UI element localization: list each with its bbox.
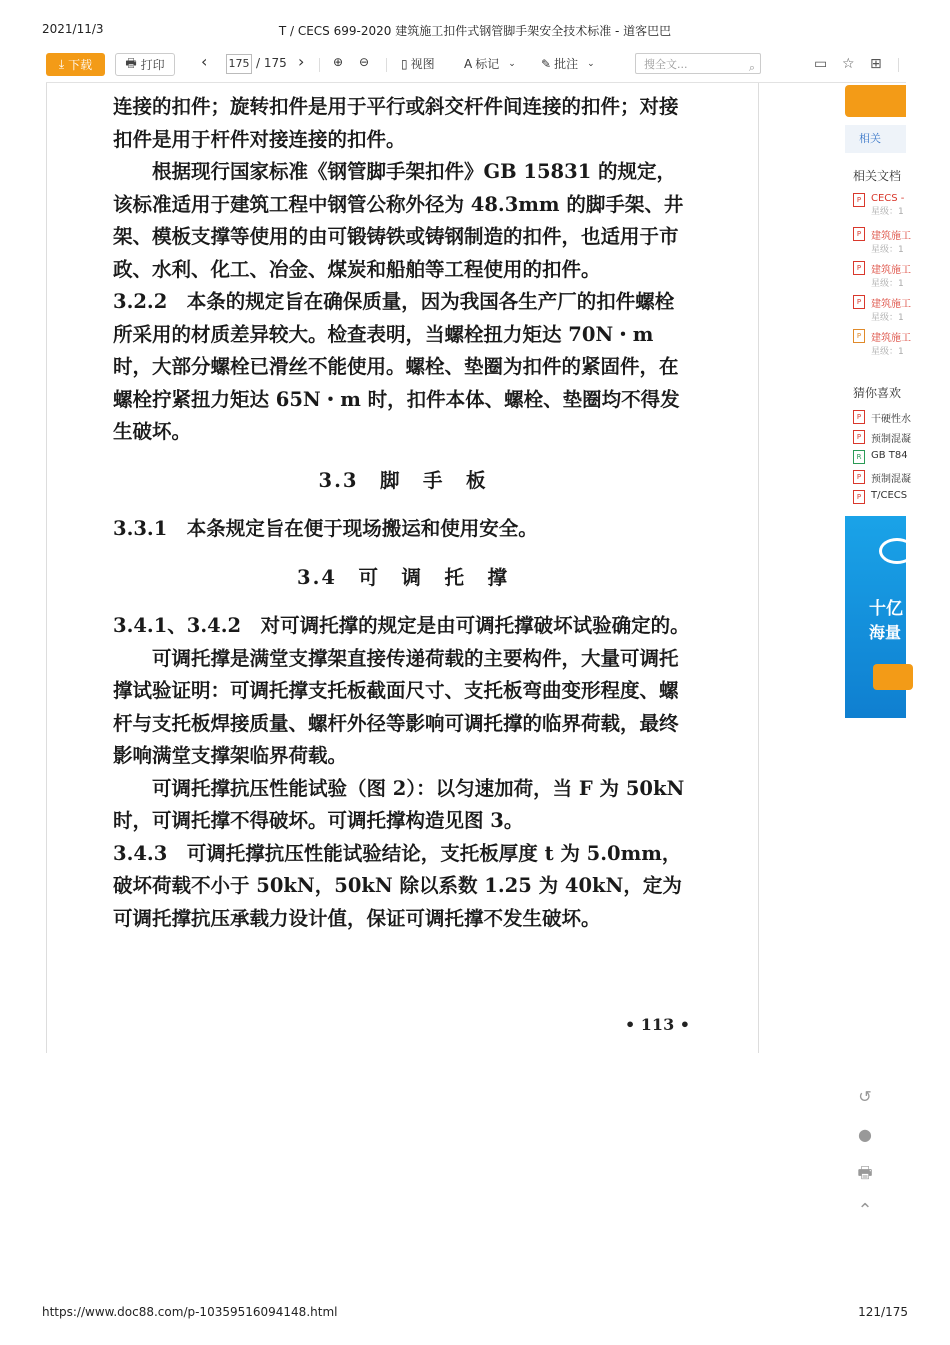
ppt-icon: P <box>853 329 865 343</box>
doc-paragraph: 3.3.1 本条规定旨在便于现场搬运和使用安全。 <box>113 517 538 540</box>
doc-title[interactable]: GB T84 <box>871 450 908 461</box>
upload-button[interactable] <box>845 85 906 117</box>
toolbar-divider <box>319 58 320 72</box>
doc-title[interactable]: 建筑施工 <box>871 333 911 344</box>
doc-paragraph: 3.4.3 可调托撑抗压性能试验结论，支托板厚度 t 为 5.0mm，破坏荷载不小于 50kN，50kN 除以系数 1.25 为 40kN，定为可调托撑抗压承载力设计值，保证可调托撑不发生破坏。 <box>113 841 682 930</box>
search-icon[interactable]: ⌕ <box>748 61 755 74</box>
page-total: / 175 <box>256 56 287 70</box>
doc-stars: 星级：1 <box>871 279 904 289</box>
pen-icon: ✎ <box>541 56 552 71</box>
printer-icon[interactable]: 🖶 <box>857 1163 873 1182</box>
doc-title[interactable]: 干硬性水 <box>871 414 911 425</box>
list-item[interactable] <box>853 227 911 261</box>
doc-title[interactable]: 建筑施工 <box>871 299 911 310</box>
related-sidebar <box>845 83 911 723</box>
doc-stars: 星级：1 <box>871 245 904 255</box>
related-heading: 相关文档 <box>853 169 902 183</box>
mark-icon: A <box>464 56 473 71</box>
prev-page-icon[interactable]: ‹ <box>201 52 208 71</box>
print-date: 2021/11/3 <box>42 22 104 36</box>
pdf-icon: P <box>853 470 865 484</box>
list-item[interactable] <box>853 193 911 227</box>
print-label: 打印 <box>140 58 165 72</box>
list-item[interactable] <box>853 295 911 329</box>
search-input[interactable] <box>635 53 761 74</box>
search-placeholder: 搜全文... <box>644 58 688 71</box>
zoom-out-icon[interactable]: ⊖ <box>359 55 370 69</box>
toolbar-divider <box>386 58 387 72</box>
doc-paragraph: 3.4.1、3.4.2 对可调托撑的规定是由可调托撑破坏试验确定的。 <box>113 614 690 637</box>
doc-title[interactable]: 预制混凝 <box>871 434 911 445</box>
ad-logo-icon <box>879 538 915 564</box>
viewer-toolbar <box>46 46 906 83</box>
list-item[interactable] <box>853 450 911 470</box>
wechat-icon[interactable]: ● <box>858 1125 872 1144</box>
doc-paragraph: 可调托撑抗压性能试验（图 2）：以匀速加荷，当 F 为 50kN 时，可调托撑不得破坏。可调托撑构造见图 3。 <box>113 776 685 832</box>
download-label: 下载 <box>68 58 93 72</box>
list-item[interactable] <box>853 261 911 295</box>
download-icon: ⤓ <box>58 57 65 71</box>
list-item[interactable] <box>853 329 911 363</box>
chevron-down-icon: ⌄ <box>587 58 595 69</box>
doc-stars: 星级：1 <box>871 347 904 357</box>
ad-text: 十亿 <box>869 599 903 619</box>
pdf-icon: P <box>853 261 865 275</box>
pdf-icon: P <box>853 295 865 309</box>
star-icon[interactable]: ☆ <box>842 56 855 72</box>
printer-icon: 🖶 <box>125 56 137 70</box>
document-body <box>113 91 693 935</box>
pdf-icon: P <box>853 193 865 207</box>
view-icon: ▯ <box>401 56 408 71</box>
save-icon[interactable]: ▭ <box>814 56 828 72</box>
download-button[interactable] <box>46 53 105 76</box>
doc-title[interactable]: 建筑施工 <box>871 265 911 276</box>
history-icon[interactable]: ↺ <box>858 1087 872 1106</box>
doc-title[interactable]: 建筑施工 <box>871 231 911 242</box>
document-viewport[interactable] <box>46 83 759 1053</box>
add-file-icon[interactable]: ⊞ <box>870 56 882 72</box>
pdf-icon: P <box>853 490 865 504</box>
doc-stars: 星级：1 <box>871 313 904 323</box>
doc-paragraph: 3.2.2 本条的规定旨在确保质量，因为我国各生产厂的扣件螺栓所采用的材质差异较大。检查表明，当螺栓扭力矩达 70N・m 时，大部分螺栓已滑丝不能使用。螺栓、垫圈为扣件的紧固件，在螺栓拧紧扭力矩达 65N・m 时，扣件本体、螺栓、垫圈均不得发生破坏。 <box>113 290 680 443</box>
print-header <box>0 22 950 40</box>
ad-banner[interactable] <box>845 516 906 718</box>
zoom-in-icon[interactable]: ⊕ <box>333 55 344 69</box>
doc-title[interactable]: 预制混凝 <box>871 474 911 485</box>
related-list <box>853 193 911 363</box>
pdf-icon: P <box>853 410 865 424</box>
view-menu-button[interactable] <box>401 55 435 72</box>
doc-title[interactable]: T/CECS <box>871 490 908 501</box>
guess-list <box>853 410 911 510</box>
print-url: https://www.doc88.com/p-10359516094148.html <box>42 1305 338 1319</box>
list-item[interactable] <box>853 470 911 490</box>
pdf-icon: P <box>853 227 865 241</box>
tab-related[interactable]: 相关 <box>845 125 906 153</box>
chevron-down-icon: ⌄ <box>508 58 516 69</box>
list-item[interactable] <box>853 490 911 510</box>
annotate-label: 批注 <box>554 57 579 71</box>
view-label: 视图 <box>410 57 435 71</box>
guess-heading: 猜你喜欢 <box>853 386 902 400</box>
doc-paragraph: 根据现行国家标准《钢管脚手架扣件》GB 15831 的规定，该标准适用于建筑工程中钢管公称外径为 48.3mm 的脚手架、井架、模板支撑等使用的由可锻铸铁或铸钢制造的扣件，也适用于市政、水利、化工、冶金、煤炭和船舶等工程使用的扣件。 <box>113 160 684 281</box>
list-item[interactable] <box>853 430 911 450</box>
section-heading: 3.3 脚 手 板 <box>318 468 488 492</box>
mark-label: 标记 <box>475 57 500 71</box>
doc-icon: R <box>853 450 865 464</box>
doc-title[interactable]: CECS - <box>871 193 905 204</box>
pdf-icon: P <box>853 430 865 444</box>
ad-text: 海量 <box>869 623 902 642</box>
section-heading: 3.4 可 调 托 撑 <box>297 565 509 589</box>
doc-paragraph: 连接的扣件；旋转扣件是用于平行或斜交杆件间连接的扣件；对接扣件是用于杆件对接连接的扣件。 <box>113 95 679 151</box>
page-number: • 113 • <box>625 1015 690 1034</box>
mark-menu-button[interactable] <box>464 55 516 72</box>
print-page-count: 121/175 <box>858 1305 908 1319</box>
print-button[interactable] <box>115 53 175 76</box>
back-to-top-icon[interactable]: ⌃ <box>857 1200 873 1221</box>
list-item[interactable] <box>853 410 911 430</box>
doc-stars: 星级：1 <box>871 207 904 217</box>
document-page <box>47 83 758 1053</box>
page-number-input[interactable]: 175 <box>226 54 252 74</box>
doc-paragraph: 可调托撑是满堂支撑架直接传递荷载的主要构件，大量可调托撑试验证明：可调托撑支托板截面尺寸、支托板弯曲变形程度、螺杆与支托板焊接质量、螺杆外径等影响可调托撑的临界荷载，最终影响满堂支撑架临界荷载。 <box>113 646 679 767</box>
print-title: T / CECS 699-2020 建筑施工扣件式钢管脚手架安全技术标准 - 道客巴巴 <box>278 24 672 38</box>
ad-button[interactable] <box>873 664 913 690</box>
next-page-icon[interactable]: › <box>298 52 305 71</box>
annotate-menu-button[interactable] <box>541 55 595 72</box>
toolbar-divider <box>898 58 899 72</box>
